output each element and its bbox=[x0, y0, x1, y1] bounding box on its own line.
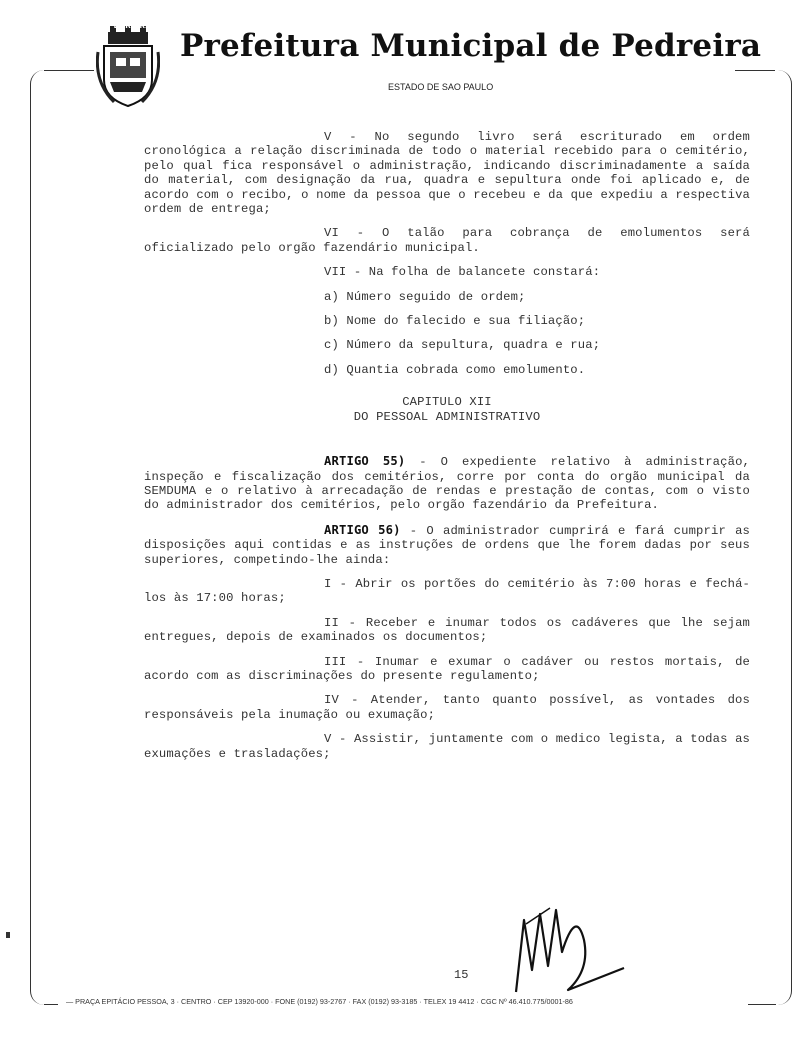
signature-icon bbox=[498, 900, 638, 1010]
paragraph-vii-balance: VII - Na folha de balancete constará: bbox=[324, 265, 601, 280]
page-title: Prefeitura Municipal de Pedreira bbox=[180, 28, 762, 64]
article-56 bbox=[144, 523, 750, 567]
clause-iii: III - Inumar e exumar o cadáver ou restos mortais, de acordo com as discriminações do presente regulamento; bbox=[144, 654, 750, 683]
article-56-label: ARTIGO 56) bbox=[324, 522, 401, 537]
margin-mark bbox=[6, 932, 10, 938]
chapter-title: CAPITULO XII bbox=[402, 395, 492, 410]
article-55-text: - O expediente relativo à administração, inspeção e fiscalização dos cemitérios, corre por conta do orgão municipal da SEMDUMA e o relativo à arrecadação de rendas e prestação de contas, com o visto do administrador dos cemitérios, pelo orgão fazendário da Prefeitura. bbox=[144, 455, 751, 513]
document-body bbox=[144, 130, 750, 771]
clause-v: V - Assistir, juntamente com o medico legista, a todas as exumações e trasladações; bbox=[144, 732, 750, 761]
chapter-heading bbox=[144, 395, 750, 424]
list-item-b: b) Nome do falecido e sua filiação; bbox=[324, 314, 586, 329]
clause-iv: IV - Atender, tanto quanto possível, as vontades dos responsáveis pela inumação ou exumação; bbox=[144, 693, 750, 722]
border-top-left bbox=[44, 70, 94, 71]
footer-address: — PRAÇA EPITÁCIO PESSOA, 3 · CENTRO · CEP 13920-000 · FONE (0192) 93-2767 · FAX (0192) 93-3185 · TELEX 19 4412 · CGC Nº 46.410.775/0001-86 bbox=[62, 997, 577, 1006]
list-item-d: d) Quantia cobrada como emolumento. bbox=[324, 362, 586, 377]
coat-of-arms-icon bbox=[96, 22, 160, 108]
chapter-subtitle: DO PESSOAL ADMINISTRATIVO bbox=[353, 409, 541, 424]
article-55-label: ARTIGO 55) bbox=[324, 454, 406, 469]
article-56-text: - O administrador cumprirá e fará cumprir as disposições aqui contidas e as instruções de ordens que lhe forem dadas por seus superiores, competindo-lhe ainda: bbox=[144, 523, 750, 567]
border-top-right bbox=[735, 70, 775, 71]
page-number: 15 bbox=[454, 968, 469, 982]
article-55 bbox=[144, 454, 750, 513]
clause-i: I - Abrir os portões do cemitério às 7:00 horas e fechá-los às 17:00 horas; bbox=[144, 576, 750, 606]
list-item-a: a) Número seguido de ordem; bbox=[324, 289, 526, 304]
border-bottom-right bbox=[748, 1004, 776, 1005]
crest-label: PEDREIRA bbox=[108, 22, 152, 30]
list-item-c: c) Número da sepultura, quadra e rua; bbox=[324, 338, 601, 353]
paragraph-vi-receipt: VI - O talão para cobrança de emolumentos será oficializado pelo orgão fazendário municipal. bbox=[144, 226, 750, 255]
page-subtitle: ESTADO DE SAO PAULO bbox=[388, 82, 494, 92]
border-bottom-left bbox=[44, 1004, 58, 1005]
paragraph-v-register: V - No segundo livro será escriturado em ordem cronológica a relação discriminada de todo o material recebido para o cemitério, pelo qual fica responsável o administração, indicando discriminadamente a saída do material, com designação da rua, quadra e sepultura onde foi aplicado e, de acordo com o recibo, o nome da pessoa que o recebeu e da que expediu a respectiva ordem de entrega; bbox=[144, 130, 750, 217]
clause-ii: II - Receber e inumar todos os cadáveres que lhe sejam entregues, depois de examinados os documentos; bbox=[144, 615, 750, 645]
